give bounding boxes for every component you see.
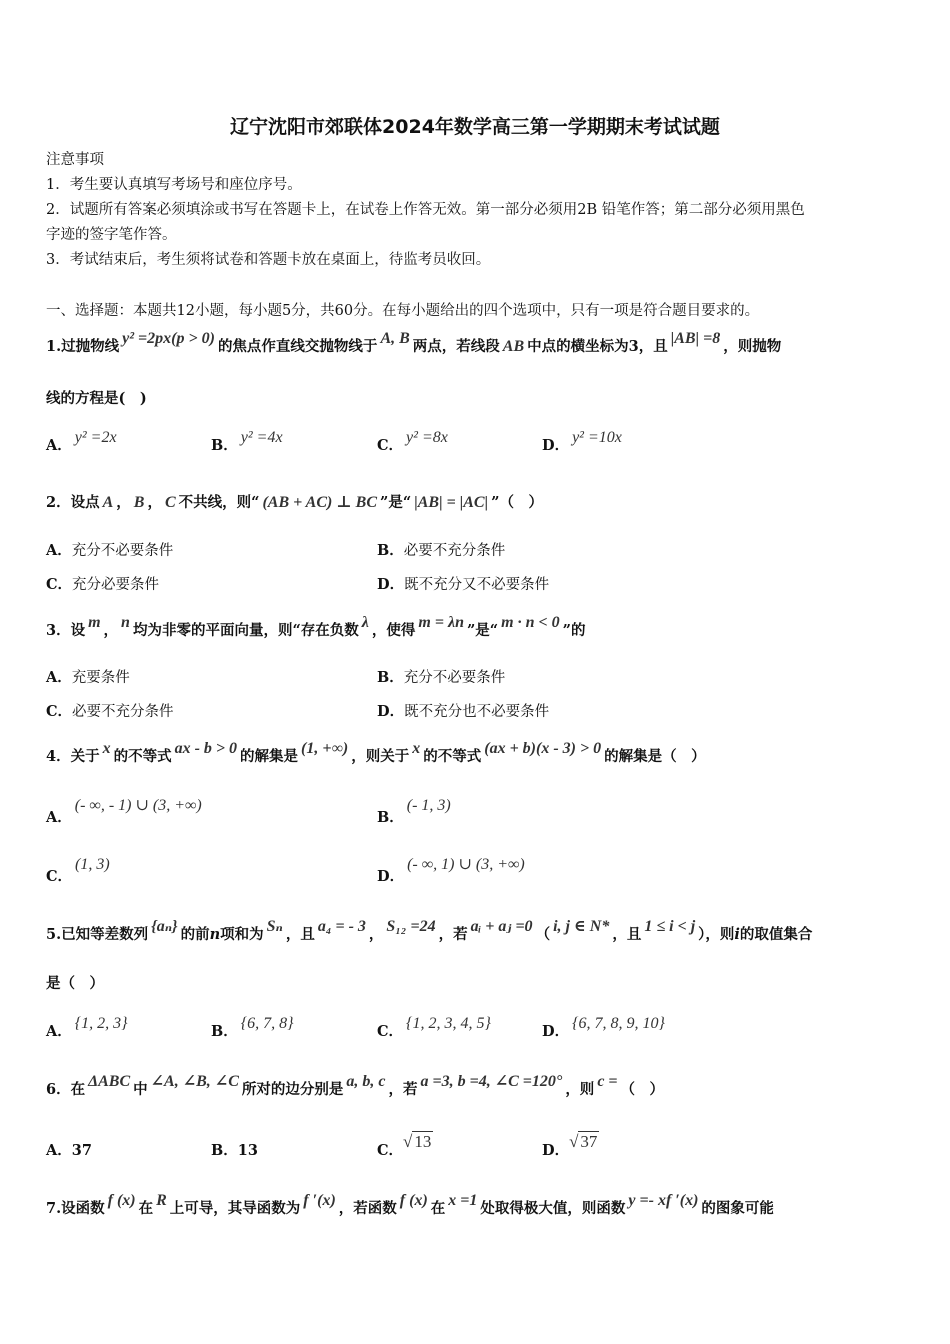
q6-formula: c = (597, 1073, 618, 1090)
page-title: 辽宁沈阳市郊联体2024年数学高三第一学期期末考试试题 (230, 116, 720, 138)
q3-formula: m = λn (418, 614, 464, 631)
option-formula: {6, 7, 8} (240, 1015, 294, 1032)
question-5-line-2: 是（ ） (46, 975, 104, 992)
q3-formula: m · n < 0 (501, 614, 560, 631)
q6-formula: a, b, c (346, 1073, 386, 1090)
option-formula: (- 1, 3) (406, 797, 451, 814)
q3-option-a[interactable] (46, 666, 130, 687)
q1-text: 两点，若线段 (412, 338, 500, 355)
q2-formula: (AB + AC) ⊥ BC (262, 494, 378, 511)
option-label: C． (377, 437, 404, 454)
option-label: D． (377, 576, 405, 593)
notice-heading: 注意事项 (46, 152, 104, 168)
q1-formula: AB (502, 338, 525, 355)
q4-option-d[interactable] (377, 856, 528, 886)
q2-option-a[interactable] (46, 539, 173, 560)
q1-formula: A, B (380, 330, 410, 347)
option-label: D． (542, 1142, 570, 1159)
q7-formula: f (x) (107, 1192, 136, 1209)
q3-formula: m (88, 614, 101, 631)
q4-option-c[interactable] (46, 856, 113, 886)
option-label: A． (46, 1023, 72, 1040)
q5-option-a[interactable] (46, 1015, 131, 1041)
q6-text: 中 (133, 1081, 148, 1098)
option-label: C． (377, 1142, 404, 1159)
q1-option-a[interactable] (46, 429, 120, 455)
q5-formula: a₄ = - 3 (317, 918, 366, 935)
q5-text: 5.已知等差数列 (46, 926, 149, 943)
q1-formula: |AB| =8 (670, 330, 721, 347)
q5-option-c[interactable] (377, 1015, 494, 1041)
q3-text: 均为非零的平面向量，则“存在负数 (132, 622, 359, 639)
notice-item-1: 1．考生要认真填写考场号和座位序号。 (46, 177, 302, 193)
option-text: 13 (237, 1142, 258, 1159)
q6-option-b[interactable] (211, 1139, 258, 1160)
q2-formula: B (133, 494, 145, 511)
option-text: 既不充分又不必要条件 (404, 577, 550, 593)
q5-formula: Sₙ (266, 918, 283, 935)
q7-text: ，若函数 (338, 1200, 397, 1217)
q1-text: 的焦点作直线交抛物线于 (217, 338, 378, 355)
q1-option-c[interactable] (377, 429, 451, 455)
q2-option-b[interactable] (377, 539, 505, 560)
option-formula: y² =4x (240, 429, 283, 446)
question-2-line (46, 492, 908, 514)
q2-formula: |AB| = |AC| (414, 494, 489, 511)
option-label: D． (377, 868, 405, 885)
q4-text: 的解集是（ ） (604, 748, 706, 765)
section-heading: 一、选择题：本题共12小题，每小题5分，共60分。在每小题给出的四个选项中，只有一项是符合题目要求的。 (46, 303, 760, 319)
question-1-line-1 (46, 330, 908, 358)
q4-text: 的解集是 (240, 748, 299, 765)
option-formula: (- ∞, 1) ∪ (3, +∞) (407, 856, 525, 873)
q6-option-c[interactable] (377, 1132, 433, 1160)
option-label: B． (211, 437, 238, 454)
q7-text: 上可导，其导函数为 (169, 1200, 301, 1217)
q3-text: ”是“ (466, 622, 499, 639)
question-1-line-2: 线的方程是( ) (46, 390, 147, 407)
q4-formula: x (412, 740, 421, 757)
q3-formula: n (121, 614, 130, 631)
q2-text: ”（ ） (491, 494, 543, 511)
option-label: A． (46, 1142, 72, 1159)
q3-text: 3．设 (46, 622, 86, 639)
q7-formula: f (x) (399, 1192, 428, 1209)
q2-formula: A (102, 494, 114, 511)
q5-formula: S₁₂ =24 (386, 918, 436, 935)
q7-text: 的图象可能 (701, 1200, 774, 1217)
q5-formula: aᵢ + aⱼ =0 (470, 918, 533, 935)
q5-text: 的取值集合 (739, 926, 813, 943)
radicand: 13 (414, 1132, 432, 1151)
option-label: D． (542, 437, 570, 454)
option-label: B． (377, 809, 404, 826)
q6-formula: a =3, b =4, ∠C =120° (420, 1073, 563, 1090)
option-formula: y² =10x (572, 429, 622, 446)
q5-text: （ (535, 926, 551, 943)
q1-option-b[interactable] (211, 429, 286, 455)
question-5-line-1 (46, 918, 908, 946)
q3-formula: λ (361, 614, 369, 631)
option-label: D． (542, 1023, 570, 1040)
q7-formula: f ′(x) (303, 1192, 336, 1209)
option-formula: (1, 3) (75, 856, 110, 873)
q4-formula: ax - b > 0 (174, 740, 238, 757)
option-text: 充要条件 (71, 670, 130, 686)
option-label: A． (46, 809, 72, 826)
sqrt-formula: √ 13 (403, 1132, 432, 1151)
q6-text: 所对的边分别是 (241, 1081, 344, 1098)
q5-text: ，若 (438, 926, 468, 943)
q5-text: ），则 (698, 926, 735, 943)
q5-option-b[interactable] (211, 1015, 297, 1041)
q6-option-a[interactable] (46, 1139, 92, 1160)
q2-formula: C (164, 494, 176, 511)
option-text: 必要不充分条件 (72, 704, 174, 720)
q3-option-c[interactable] (46, 700, 174, 721)
question-7-line (46, 1192, 908, 1220)
option-text: 充分不必要条件 (71, 543, 174, 559)
q5-option-d[interactable] (542, 1015, 668, 1041)
q5-text: ，且 (612, 926, 642, 943)
option-text: 37 (71, 1142, 92, 1159)
question-6-line (46, 1073, 908, 1101)
option-text: 充分必要条件 (72, 577, 160, 593)
sqrt-formula: √ 37 (569, 1132, 598, 1151)
q3-option-b[interactable] (377, 666, 505, 687)
q6-text: ，若 (388, 1081, 418, 1098)
q4-text: ，则关于 (351, 748, 410, 765)
option-label: C． (46, 576, 73, 593)
option-text: 既不充分也不必要条件 (404, 704, 550, 720)
notice-item-3: 3．考试结束后，考生须将试卷和答题卡放在桌面上，待监考员收回。 (46, 252, 491, 268)
q7-text: 7.设函数 (46, 1200, 105, 1217)
question-3-line (46, 614, 908, 642)
q7-text: 处取得极大值，则函数 (480, 1200, 626, 1217)
q6-text: ，则 (565, 1081, 595, 1098)
q3-option-d[interactable] (377, 700, 549, 721)
q5-text: 项和为 (220, 926, 264, 943)
radicand: 37 (580, 1132, 598, 1151)
option-formula: y² =8x (406, 429, 448, 446)
q5-text: n (209, 926, 221, 943)
question-4-line (46, 740, 908, 768)
q6-formula: ΔABC (88, 1073, 131, 1090)
q6-formula: ∠A, ∠B, ∠C (150, 1073, 239, 1090)
option-label: A． (46, 669, 72, 686)
q3-text: ，使得 (371, 622, 416, 639)
option-text: 必要不充分条件 (403, 543, 506, 559)
option-formula: y² =2x (74, 429, 117, 446)
option-label: B． (377, 669, 404, 686)
q4-text: 的不等式 (423, 748, 482, 765)
q1-formula: y² =2px(p > 0) (122, 330, 215, 347)
q4-option-b[interactable] (377, 797, 454, 827)
q5-formula: i, j ∈ N* (553, 918, 610, 935)
q2-text: 2．设点 (46, 494, 100, 511)
option-label: C． (46, 868, 73, 885)
q7-formula: y =- xf ′(x) (628, 1192, 699, 1209)
q2-option-c[interactable] (46, 573, 159, 594)
option-label: A． (46, 437, 72, 454)
q4-formula: x (102, 740, 111, 757)
q3-text: ， (103, 622, 119, 639)
q1-text: 中点的横坐标为3，且 (527, 338, 668, 355)
q2-text: ”是“ (380, 494, 412, 511)
q7-text: 在 (430, 1200, 446, 1217)
option-formula: (- ∞, - 1) ∪ (3, +∞) (74, 797, 202, 814)
q5-formula: 1 ≤ i < j (644, 918, 696, 935)
q2-option-d[interactable] (377, 573, 549, 594)
q4-text: 4．关于 (46, 748, 100, 765)
option-formula: {6, 7, 8, 9, 10} (572, 1015, 665, 1032)
notice-item-2: 2．试题所有答案必须填涂或书写在答题卡上，在试卷上作答无效。第一部分必须用2B 铅笔作答；第二部分必须用黑色 (46, 202, 805, 218)
q1-option-d[interactable] (542, 429, 625, 455)
option-label: C． (377, 1023, 404, 1040)
option-label: B． (377, 542, 404, 559)
q5-text: i (734, 926, 740, 943)
q4-text: 的不等式 (113, 748, 172, 765)
q6-text: （ ） (620, 1081, 665, 1098)
q7-formula: x =1 (448, 1192, 478, 1209)
option-label: D． (377, 703, 405, 720)
q5-text: ， (368, 926, 384, 943)
q5-text: 的前 (180, 926, 210, 943)
q4-formula: (1, +∞) (301, 740, 349, 757)
q5-formula: {aₙ} (151, 918, 178, 935)
option-label: B． (211, 1023, 238, 1040)
q2-text: ， (147, 494, 162, 511)
q4-option-a[interactable] (46, 797, 205, 827)
q2-text: 不共线，则“ (178, 494, 260, 511)
q3-text: ”的 (562, 622, 586, 639)
q2-text: ， (116, 494, 131, 511)
option-label: B． (211, 1142, 238, 1159)
q7-formula: R (156, 1192, 167, 1209)
q6-option-d[interactable] (542, 1132, 599, 1160)
q5-text: ，且 (285, 926, 315, 943)
option-formula: {1, 2, 3, 4, 5} (406, 1015, 491, 1032)
option-label: A． (46, 542, 72, 559)
q4-formula: (ax + b)(x - 3) > 0 (484, 740, 602, 757)
q6-text: 6．在 (46, 1081, 86, 1098)
q1-text: 1.过抛物线 (46, 338, 120, 355)
q7-text: 在 (138, 1200, 154, 1217)
notice-item-2-cont: 字迹的签字笔作答。 (46, 227, 177, 243)
option-text: 充分不必要条件 (403, 670, 506, 686)
option-formula: {1, 2, 3} (74, 1015, 128, 1032)
option-label: C． (46, 703, 73, 720)
q1-text: ，则抛物 (723, 338, 782, 355)
